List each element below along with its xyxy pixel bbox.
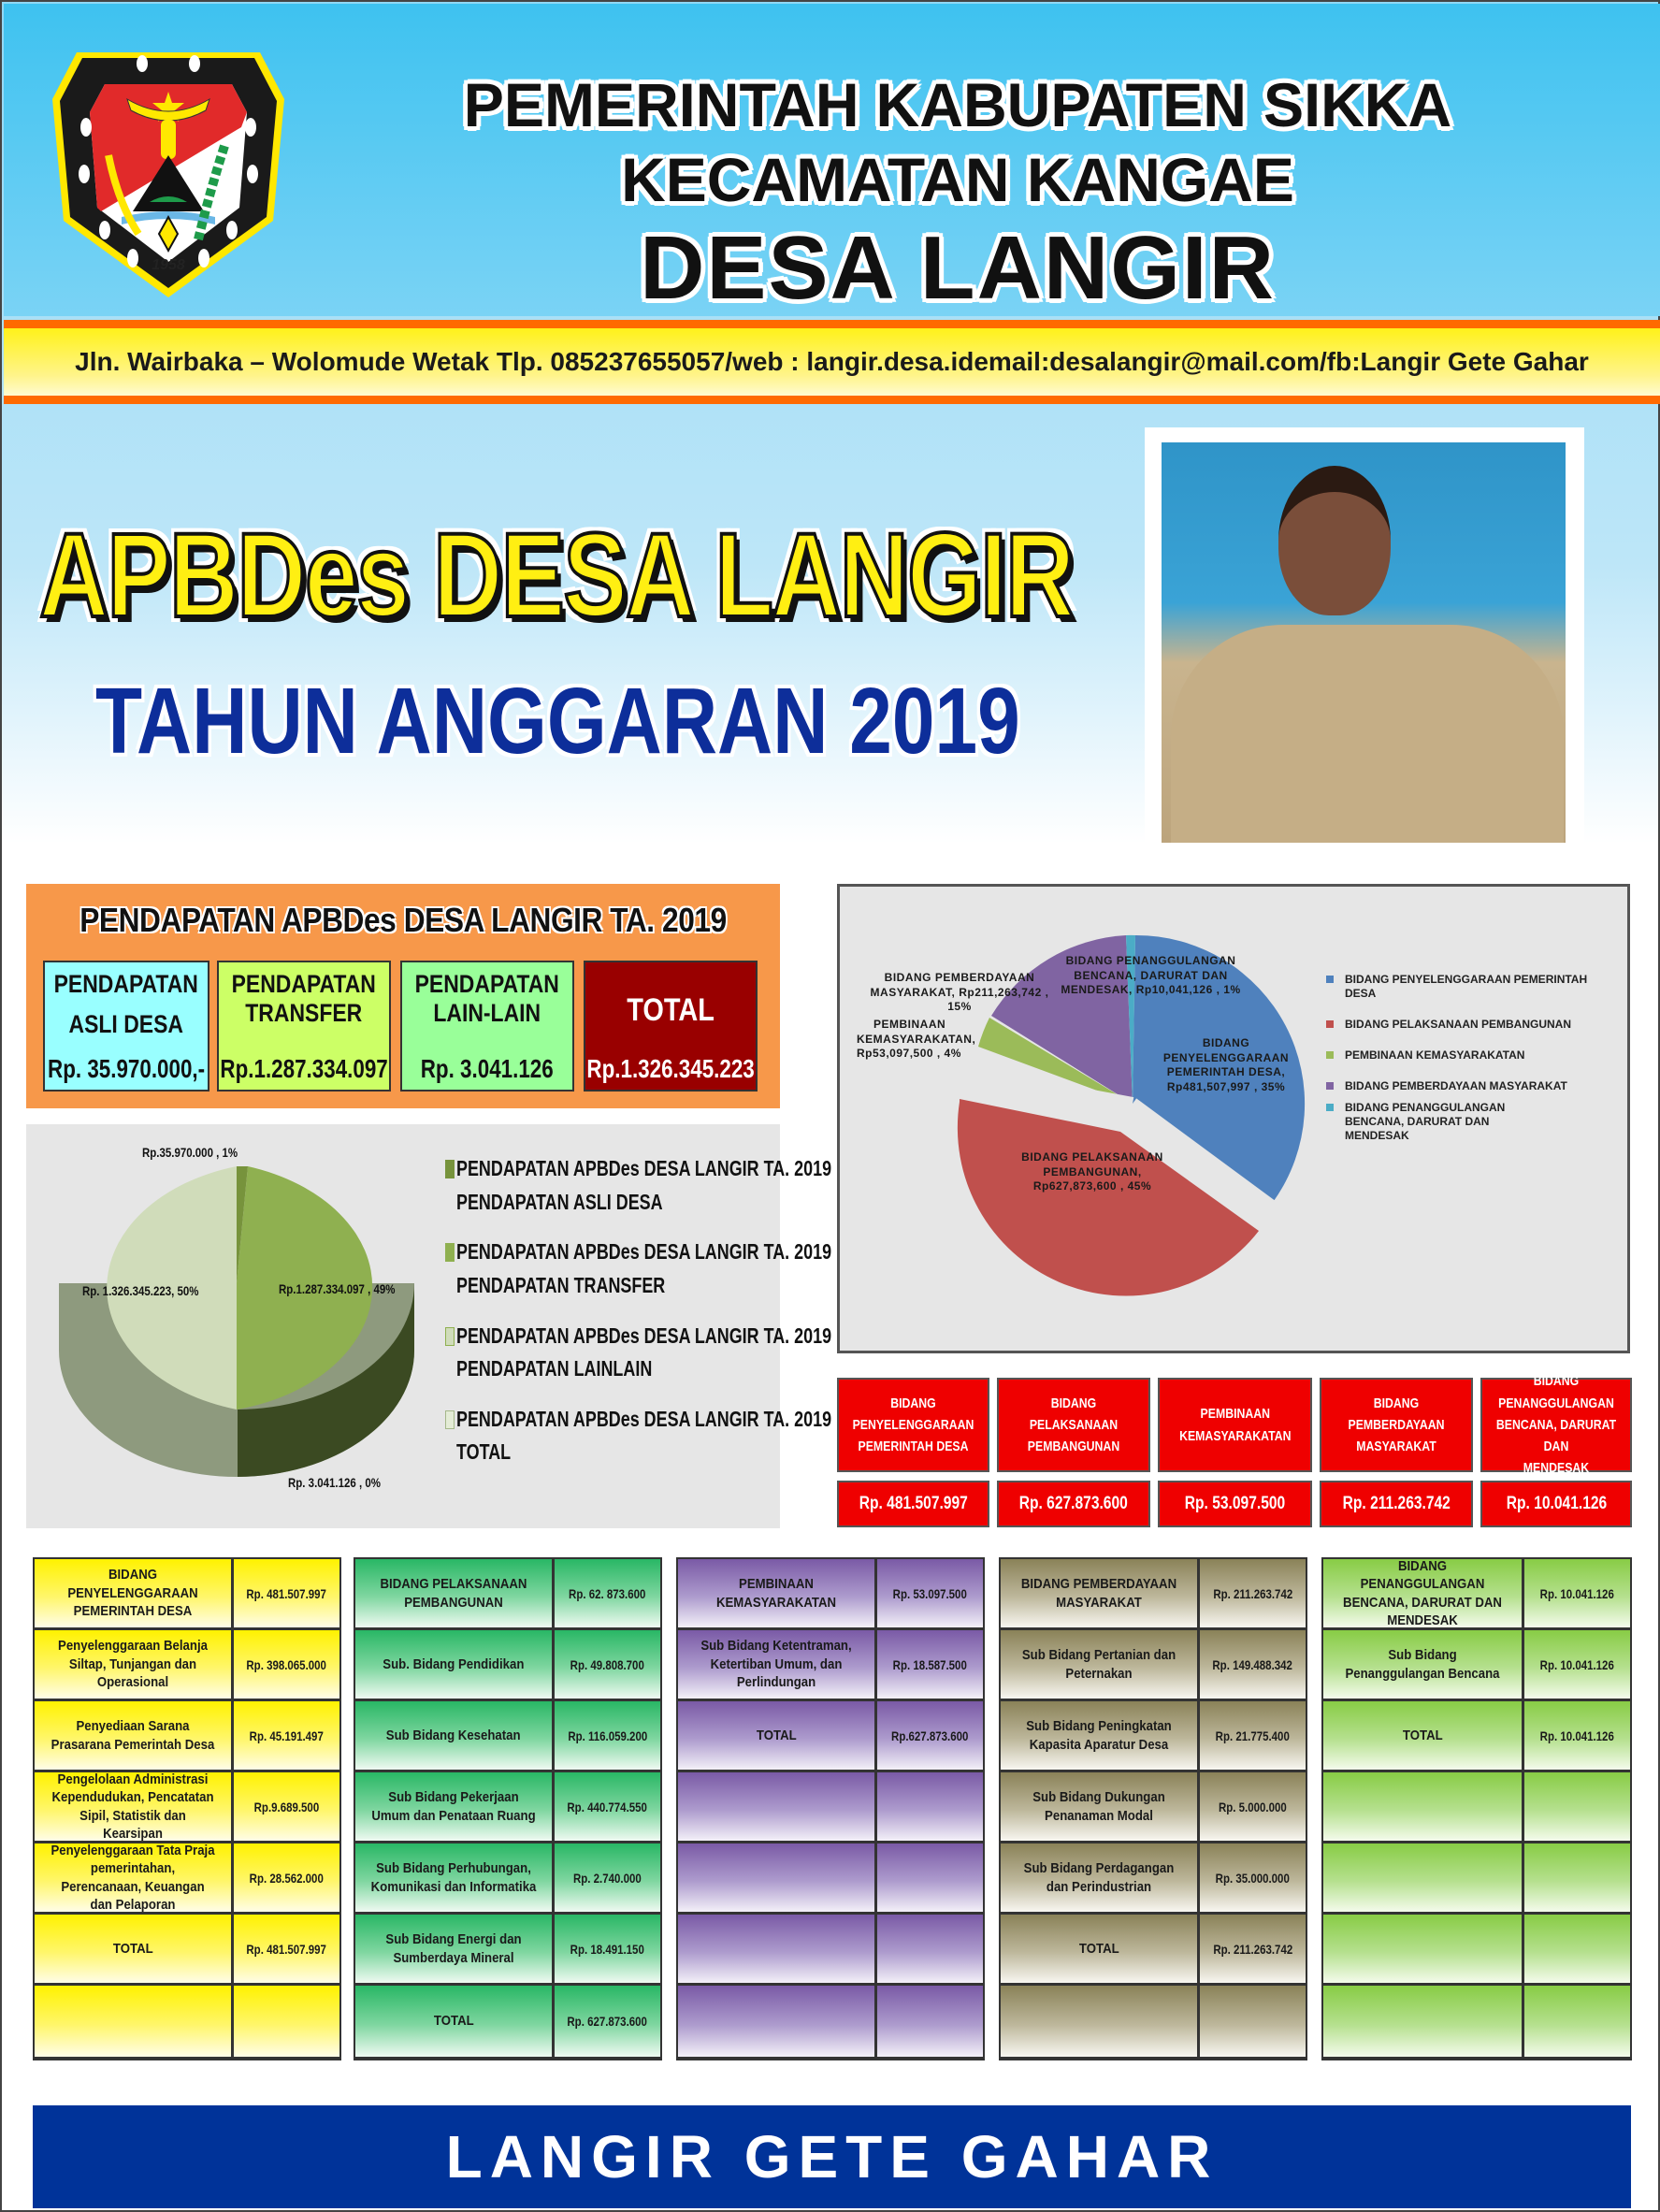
header-line-kabupaten: PEMERINTAH KABUPATEN SIKKA bbox=[463, 70, 1452, 139]
pie-data-label: Rp. 3.041.126 , 0% bbox=[288, 1475, 381, 1490]
bidang-value-bencana: Rp. 10.041.126 bbox=[1480, 1481, 1632, 1527]
bidang-card-pembinaan: PEMBINAAN KEMASYARAKATAN bbox=[1158, 1378, 1312, 1472]
table-row bbox=[1323, 1843, 1630, 1915]
legend-swatch bbox=[1326, 1051, 1334, 1059]
pie-data-label: Rp.1.287.334.097 , 49% bbox=[279, 1281, 396, 1296]
legend-swatch bbox=[1326, 976, 1334, 983]
table-row: TOTAL Rp. 211.263.742 bbox=[1001, 1915, 1306, 1986]
table-row bbox=[678, 1772, 983, 1843]
table-bencana bbox=[1321, 1557, 1632, 2060]
table-row: Sub. Bidang Pendidikan Rp. 49.808.700 bbox=[355, 1630, 660, 1701]
card-value: Rp. 35.970.000,- bbox=[47, 1054, 206, 1083]
pie-slice-label-pembangunan: BIDANG PELAKSANAAN PEMBANGUNAN, Rp627,873,600 , 45% bbox=[1021, 1150, 1163, 1193]
legend-swatch bbox=[445, 1327, 455, 1346]
pendapatan-card-lain-lain bbox=[400, 961, 574, 1092]
card-label: PENDAPATAN bbox=[231, 970, 377, 998]
table-row: Sub Bidang Dukungan Penanaman Modal Rp. 5.000.000 bbox=[1001, 1772, 1306, 1843]
pendapatan-title: PENDAPATAN APBDes DESA LANGIR TA. 2019 bbox=[79, 901, 727, 939]
card-label: LAIN-LAIN bbox=[433, 999, 541, 1028]
belanja-pie-legend bbox=[1326, 973, 1607, 1160]
legend-swatch bbox=[1326, 1082, 1334, 1090]
legend-item: BIDANG PELAKSANAAN PEMBANGUNAN bbox=[1326, 1018, 1607, 1032]
table-pemberdayaan bbox=[999, 1557, 1307, 2060]
table-row: BIDANG PENYELENGGARAAN PEMERINTAH DESA Rp. 481.507.997 bbox=[35, 1559, 339, 1630]
svg-text:1958: 1958 bbox=[152, 257, 185, 273]
pendapatan-pie-chart bbox=[26, 1124, 832, 1528]
table-row: BIDANG PENANGGULANGAN BENCANA, DARURAT DAN MENDESAK Rp. 10.041.126 bbox=[1323, 1559, 1630, 1630]
portrait-frame bbox=[1145, 427, 1584, 858]
pie-slice-label-pembinaan: PEMBINAAN KEMASYARAKATAN, Rp53,097,500 , 4% bbox=[857, 1018, 976, 1061]
legend-swatch bbox=[445, 1243, 455, 1262]
legend-swatch bbox=[1326, 1020, 1334, 1028]
table-row: TOTAL Rp. 481.507.997 bbox=[35, 1915, 339, 1986]
table-row: Sub Bidang Kesehatan Rp. 116.059.200 bbox=[355, 1701, 660, 1772]
table-row: BIDANG PELAKSANAAN PEMBANGUNAN Rp. 62. 873.600 bbox=[355, 1559, 660, 1630]
table-row: PEMBINAAN KEMASYARAKATAN Rp. 53.097.500 bbox=[678, 1559, 983, 1630]
table-pemerintah-desa bbox=[33, 1557, 341, 2060]
header-line-desa: DESA LANGIR bbox=[640, 218, 1276, 318]
legend-item: BIDANG PENANGGULANGAN BENCANA, DARURAT DAN MENDESAK bbox=[1326, 1101, 1607, 1143]
footer-slogan-bar bbox=[33, 2105, 1631, 2208]
table-row: Sub Bidang Perdagangan dan Perindustrian Rp. 35.000.000 bbox=[1001, 1843, 1306, 1915]
table-row bbox=[678, 1843, 983, 1915]
bidang-card-bencana: BIDANG PENANGGULANGAN BENCANA, DARURAT DAN MENDESAK bbox=[1480, 1378, 1632, 1472]
table-row: BIDANG PEMBERDAYAAN MASYARAKAT Rp. 211.263.742 bbox=[1001, 1559, 1306, 1630]
header-line-kecamatan: KECAMATAN KANGAE bbox=[621, 145, 1294, 214]
card-value: Rp.1.287.334.097 bbox=[220, 1054, 388, 1083]
table-row bbox=[35, 1986, 339, 2057]
pie-data-label: Rp. 1.326.345.223, 50% bbox=[82, 1283, 199, 1298]
pie-slice-label-pemerintah: BIDANG PENYELENGGARAAN PEMERINTAH DESA, Rp481,507,997 , 35% bbox=[1162, 1036, 1290, 1093]
footer-slogan: LANGIR GETE GAHAR bbox=[445, 2123, 1219, 2190]
card-label: TRANSFER bbox=[245, 999, 363, 1028]
table-row bbox=[1323, 1772, 1630, 1843]
contact-info-bar bbox=[4, 320, 1660, 404]
table-row: TOTAL Rp. 10.041.126 bbox=[1323, 1701, 1630, 1772]
bidang-card-pemerintah: BIDANG PENYELENGGARAAN PEMERINTAH DESA bbox=[837, 1378, 989, 1472]
sub-title: TAHUN ANGGARAN 2019 bbox=[95, 669, 1020, 773]
legend-swatch bbox=[1326, 1104, 1334, 1111]
table-row: Sub Bidang Energi dan Sumberdaya Mineral Rp. 18.491.150 bbox=[355, 1915, 660, 1986]
table-row bbox=[678, 1915, 983, 1986]
pendapatan-pie-legend bbox=[445, 1152, 832, 1486]
card-value: Rp.1.326.345.223 bbox=[586, 1054, 755, 1083]
pendapatan-card-asli-desa bbox=[43, 961, 209, 1092]
portrait-head bbox=[1278, 466, 1391, 615]
legend-item: PENDAPATAN APBDes DESA LANGIR TA. 2019 TOTAL bbox=[445, 1403, 772, 1469]
pendapatan-card-transfer bbox=[217, 961, 391, 1092]
table-row: Sub Bidang Pekerjaan Umum dan Penataan Ruang Rp. 440.774.550 bbox=[355, 1772, 660, 1843]
table-row bbox=[1001, 1986, 1306, 2057]
legend-item: PENDAPATAN APBDes DESA LANGIR TA. 2019 PENDAPATAN TRANSFER bbox=[445, 1236, 772, 1302]
card-label: PENDAPATAN bbox=[414, 970, 560, 998]
table-row: Penyelenggaraan Tata Praja pemerintahan, Perencanaan, Keuangan dan Pelaporan Rp. 28.562.000 bbox=[35, 1843, 339, 1915]
table-row: Sub Bidang Peningkatan Kapasita Aparatur Desa Rp. 21.775.400 bbox=[1001, 1701, 1306, 1772]
legend-item: PENDAPATAN APBDes DESA LANGIR TA. 2019 PENDAPATAN ASLI DESA bbox=[445, 1152, 772, 1219]
table-row: Penyediaan Sarana Prasarana Pemerintah Desa Rp. 45.191.497 bbox=[35, 1701, 339, 1772]
table-row: Sub Bidang Penanggulangan Bencana Rp. 10.041.126 bbox=[1323, 1630, 1630, 1701]
pie-data-label: Rp.35.970.000 , 1% bbox=[142, 1145, 238, 1160]
card-label: TOTAL bbox=[627, 992, 715, 1028]
table-row bbox=[678, 1986, 983, 2057]
table-pembinaan bbox=[676, 1557, 985, 2060]
bidang-value-pembinaan: Rp. 53.097.500 bbox=[1158, 1481, 1312, 1527]
card-value: Rp. 3.041.126 bbox=[421, 1054, 554, 1083]
table-pembangunan bbox=[354, 1557, 662, 2060]
pendapatan-summary bbox=[26, 884, 780, 1108]
header-banner bbox=[4, 4, 1660, 316]
table-row: TOTAL Rp.627.873.600 bbox=[678, 1701, 983, 1772]
card-label: ASLI DESA bbox=[68, 1010, 184, 1039]
legend-item: PEMBINAAN KEMASYARAKATAN bbox=[1326, 1048, 1607, 1063]
bidang-card-pemberdayaan: BIDANG PEMBERDAYAAN MASYARAKAT bbox=[1320, 1378, 1473, 1472]
legend-item: BIDANG PENYELENGGARAAN PEMERINTAH DESA bbox=[1326, 973, 1607, 1001]
table-row bbox=[1323, 1915, 1630, 1986]
table-row: Pengelolaan Administrasi Kependudukan, Pencatatan Sipil, Statistik dan Kearsipan Rp.9.689.500 bbox=[35, 1772, 339, 1843]
table-row: Sub Bidang Perhubungan, Komunikasi dan Informatika Rp. 2.740.000 bbox=[355, 1843, 660, 1915]
table-row bbox=[1323, 1986, 1630, 2057]
pendapatan-card-total bbox=[584, 961, 758, 1092]
legend-item: PENDAPATAN APBDes DESA LANGIR TA. 2019 PENDAPATAN LAINLAIN bbox=[445, 1320, 772, 1386]
contact-info-text: Jln. Wairbaka – Wolomude Wetak Tlp. 085237655057/web : langir.desa.idemail:desalangir@mail.com/fb:Langir Gete Gahar bbox=[75, 347, 1589, 376]
table-row: Sub Bidang Ketentraman, Ketertiban Umum, dan Perlindungan Rp. 18.587.500 bbox=[678, 1630, 983, 1701]
bidang-card-pembangunan: BIDANG PELAKSANAAN PEMBANGUNAN bbox=[997, 1378, 1150, 1472]
bidang-value-pemberdayaan: Rp. 211.263.742 bbox=[1320, 1481, 1473, 1527]
main-title: APBDes DESA LANGIR bbox=[39, 509, 1074, 643]
village-head-portrait bbox=[1162, 442, 1566, 843]
pie-slice-label-bencana: BIDANG PENANGGULANGAN BENCANA, DARURAT DAN MENDESAK, Rp10,041,126 , 1% bbox=[1061, 954, 1241, 997]
pie-slice-label-pemberdayaan: BIDANG PEMBERDAYAAN MASYARAKAT, Rp211,263,742 , 15% bbox=[870, 971, 1049, 1014]
table-row: Sub Bidang Pertanian dan Peternakan Rp. 149.488.342 bbox=[1001, 1630, 1306, 1701]
table-row: Penyelenggaraan Belanja Siltap, Tunjangan dan Operasional Rp. 398.065.000 bbox=[35, 1630, 339, 1701]
legend-item: BIDANG PEMBERDAYAAN MASYARAKAT bbox=[1326, 1079, 1607, 1093]
bidang-value-pemerintah: Rp. 481.507.997 bbox=[837, 1481, 989, 1527]
card-label: PENDAPATAN bbox=[53, 970, 199, 998]
bidang-value-pembangunan: Rp. 627.873.600 bbox=[997, 1481, 1150, 1527]
kabupaten-sikka-crest-icon bbox=[49, 34, 288, 300]
belanja-pie-chart bbox=[837, 884, 1630, 1353]
legend-swatch bbox=[445, 1410, 455, 1429]
table-row: TOTAL Rp. 627.873.600 bbox=[355, 1986, 660, 2057]
legend-swatch bbox=[445, 1160, 455, 1178]
portrait-body bbox=[1171, 625, 1564, 843]
